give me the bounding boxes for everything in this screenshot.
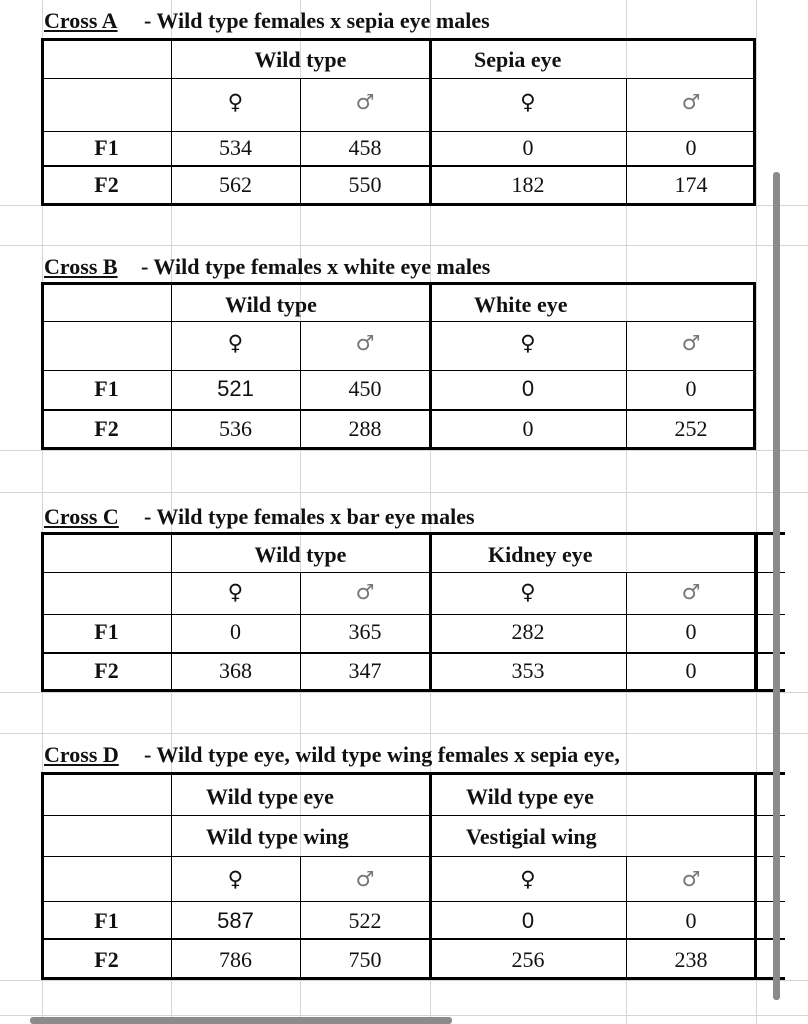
cross-d-description: - Wild type eye, wild type wing females x sepia eye, (144, 742, 620, 767)
cross-d-label: Cross D (44, 742, 119, 767)
group-subheader-wild-type: Wild type wing (206, 824, 349, 849)
count-cell: 750 (348, 947, 382, 972)
grid-row-line (0, 1015, 808, 1016)
cross-a-label: Cross A (44, 8, 118, 33)
count-cell: 786 (219, 947, 252, 972)
count-cell: 353 (511, 658, 545, 683)
cross-a-description: - Wild type females x sepia eye males (144, 8, 490, 33)
table-border (41, 772, 785, 775)
female-symbol-icon: ♀ (520, 331, 536, 355)
female-symbol-icon: ♀ (227, 331, 244, 355)
count-cell: 0 (521, 376, 535, 401)
cross-b-label: Cross B (44, 254, 118, 279)
table-border (41, 409, 756, 411)
count-cell: 458 (348, 135, 382, 160)
count-cell: 365 (348, 619, 382, 644)
count-cell: 0 (685, 376, 697, 401)
table-border (41, 532, 785, 535)
count-cell: 450 (348, 376, 382, 401)
count-cell: 522 (348, 908, 382, 933)
generation-label: F1 (94, 135, 119, 160)
horizontal-scrollbar[interactable] (30, 1017, 452, 1024)
count-cell: 174 (674, 172, 708, 197)
table-border (41, 282, 756, 285)
table-border (41, 938, 785, 940)
female-symbol-icon: ♀ (520, 90, 536, 114)
count-cell: 534 (219, 135, 252, 160)
table-border (41, 321, 756, 322)
male-symbol-icon: ♂ (355, 90, 375, 114)
female-symbol-icon: ♀ (227, 580, 244, 604)
table-border (41, 203, 756, 206)
count-cell: 550 (348, 172, 382, 197)
table-border (41, 977, 785, 980)
count-cell: 562 (219, 172, 252, 197)
male-symbol-icon: ♂ (681, 580, 701, 604)
generation-label: F2 (94, 172, 119, 197)
male-symbol-icon: ♂ (681, 331, 701, 355)
count-cell: 282 (511, 619, 545, 644)
table-border (41, 370, 756, 371)
table-border (41, 165, 756, 167)
group-header-mutant: Kidney eye (488, 542, 593, 567)
male-symbol-icon: ♂ (681, 90, 701, 114)
group-header-mutant: White eye (474, 292, 568, 317)
grid-row-line (0, 733, 808, 734)
count-cell: 536 (219, 416, 252, 441)
generation-label: F1 (94, 619, 119, 644)
group-header-wild-type: Wild type eye (206, 784, 334, 809)
grid-row-line (0, 492, 808, 493)
female-symbol-icon: ♀ (520, 867, 536, 891)
female-symbol-icon: ♀ (227, 90, 244, 114)
group-header-wild-type: Wild type (254, 542, 347, 567)
count-cell: 521 (217, 376, 254, 401)
cross-c-description: - Wild type females x bar eye males (144, 504, 475, 529)
cross-b-description: - Wild type females x white eye males (141, 254, 491, 279)
count-cell: 0 (521, 908, 535, 933)
generation-label: F2 (94, 658, 119, 683)
count-cell: 182 (511, 172, 545, 197)
count-cell: 0 (230, 619, 241, 644)
count-cell: 0 (685, 908, 697, 933)
table-border (41, 856, 785, 857)
count-cell: 0 (522, 135, 534, 160)
male-symbol-icon: ♂ (355, 331, 375, 355)
count-cell: 587 (217, 908, 254, 933)
table-border (41, 38, 756, 41)
table-border (41, 614, 785, 615)
table-border (41, 572, 785, 573)
generation-label: F2 (94, 416, 119, 441)
count-cell: 0 (685, 619, 697, 644)
table-border (41, 689, 785, 692)
generation-label: F1 (94, 376, 119, 401)
count-cell: 347 (348, 658, 382, 683)
generation-label: F1 (94, 908, 119, 933)
group-subheader-mutant: Vestigial wing (466, 824, 597, 849)
female-symbol-icon: ♀ (227, 867, 244, 891)
count-cell: 0 (522, 416, 534, 441)
table-border (41, 815, 785, 816)
table-border (41, 78, 756, 79)
count-cell: 0 (685, 135, 697, 160)
table-border (41, 652, 785, 654)
female-symbol-icon: ♀ (520, 580, 536, 604)
table-border (41, 447, 756, 450)
grid-row-line (0, 245, 808, 246)
male-symbol-icon: ♂ (355, 867, 375, 891)
table-border (41, 131, 756, 132)
cross-c-label: Cross C (44, 504, 119, 529)
count-cell: 0 (685, 658, 697, 683)
group-header-wild-type: Wild type (254, 47, 347, 72)
male-symbol-icon: ♂ (355, 580, 375, 604)
table-border (41, 901, 785, 902)
grid-row-line (0, 692, 808, 693)
group-header-wild-type: Wild type (225, 292, 317, 317)
grid-row-line (0, 980, 808, 981)
count-cell: 368 (219, 658, 252, 683)
male-symbol-icon: ♂ (681, 867, 701, 891)
group-header-mutant: Sepia eye (474, 47, 562, 72)
count-cell: 252 (674, 416, 708, 441)
grid-row-line (0, 450, 808, 451)
count-cell: 238 (674, 947, 708, 972)
count-cell: 288 (348, 416, 382, 441)
vertical-scrollbar[interactable] (773, 172, 780, 1000)
generation-label: F2 (94, 947, 119, 972)
group-header-mutant: Wild type eye (466, 784, 594, 809)
count-cell: 256 (511, 947, 545, 972)
